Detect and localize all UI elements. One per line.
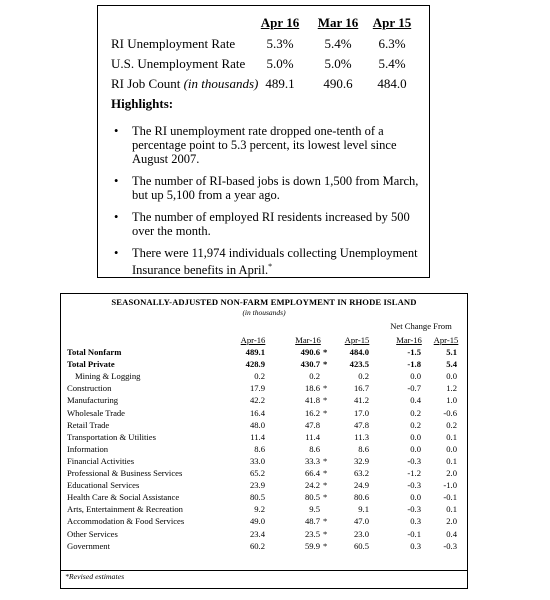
- net-change-apr15: 0.1: [446, 455, 457, 466]
- value-apr16: 49.0: [249, 516, 265, 527]
- table-row: [61, 347, 467, 358]
- value-apr15: 80.6: [353, 492, 369, 503]
- net-change-mar16: -1.5: [407, 347, 421, 357]
- industry-name: Wholesale Trade: [67, 407, 125, 418]
- net-change-apr15: -0.3: [443, 540, 457, 551]
- value-apr15: 47.0: [353, 516, 369, 527]
- col-header-nc-mar16: [389, 335, 429, 345]
- value-mar16: 490.6: [300, 347, 320, 357]
- net-change-apr15: 0.0: [446, 371, 457, 382]
- value-mar16: 0.2: [309, 371, 320, 382]
- net-change-mar16: 0.0: [410, 443, 421, 454]
- summary-value: 5.4%: [324, 36, 352, 51]
- value-apr15: 63.2: [353, 468, 369, 478]
- net-change-apr15: 2.0: [446, 516, 457, 527]
- bullet-icon: •: [114, 210, 119, 224]
- net-change-apr15: 5.4: [446, 359, 457, 370]
- bullet-icon: •: [114, 174, 119, 188]
- net-change-apr15: -1.0: [443, 480, 457, 491]
- industry-name: Information: [67, 443, 109, 454]
- summary-value: 5.3%: [266, 36, 294, 51]
- value-apr16: 11.4: [250, 431, 265, 442]
- net-change-apr15: 0.1: [446, 504, 457, 515]
- value-apr15: 11.3: [354, 431, 369, 442]
- revised-mark: *: [323, 395, 328, 406]
- net-change-apr15: 0.4: [446, 528, 457, 539]
- col-header-apr16: [233, 335, 273, 345]
- summary-value: 5.0%: [266, 56, 294, 71]
- highlight-item: [113, 210, 423, 238]
- net-change-mar16: 0.0: [410, 492, 421, 503]
- value-apr15: 8.6: [358, 443, 369, 454]
- revised-mark: *: [323, 383, 328, 394]
- col-header-label: Mar-16: [396, 335, 422, 345]
- bullet-icon: •: [114, 246, 119, 260]
- summary-col-apr16: Apr 16: [260, 15, 300, 30]
- value-apr16: 65.2: [249, 468, 265, 478]
- value-mar16: 11.4: [305, 431, 320, 442]
- value-mar16: 430.7: [300, 359, 320, 370]
- col-header-label: Apr-16: [240, 335, 266, 345]
- net-change-apr15: -0.1: [443, 492, 457, 503]
- net-change-apr15: 0.0: [446, 443, 457, 454]
- net-change-mar16: -0.1: [407, 528, 421, 539]
- table-row: [61, 468, 467, 479]
- highlights-list: [113, 124, 423, 285]
- net-change-mar16: 0.0: [410, 371, 421, 382]
- industry-name: Mining & Logging: [75, 371, 141, 382]
- industry-name: Total Nonfarm: [67, 347, 122, 357]
- highlight-item: [113, 124, 423, 166]
- summary-value: 6.3%: [378, 36, 406, 51]
- net-change-mar16: 0.2: [410, 407, 421, 418]
- table-row: [61, 395, 467, 406]
- revised-mark: *: [323, 455, 328, 466]
- net-change-apr15: 1.0: [446, 395, 457, 406]
- footnote: *Revised estimates: [65, 572, 125, 581]
- net-change-apr15: 1.2: [446, 383, 457, 394]
- bullet-icon: •: [114, 124, 119, 138]
- summary-value: 490.6: [323, 76, 353, 91]
- industry-name: Health Care & Social Assistance: [67, 492, 180, 503]
- value-apr16: 60.2: [249, 540, 265, 551]
- industry-name: Total Private: [67, 359, 115, 370]
- industry-name: Accommodation & Food Services: [67, 516, 185, 527]
- value-apr16: 16.4: [249, 407, 265, 418]
- value-apr16: 23.4: [249, 528, 265, 539]
- industry-name: Government: [67, 540, 110, 551]
- value-mar16: 48.7: [304, 516, 320, 527]
- table-row: [61, 504, 467, 515]
- table-title: SEASONALLY-ADJUSTED NON-FARM EMPLOYMENT IN RHODE ISLAND: [111, 297, 417, 307]
- value-apr16: 9.2: [254, 504, 265, 515]
- table-row: [61, 383, 467, 394]
- summary-row: [98, 76, 429, 92]
- net-change-mar16: 0.2: [410, 419, 421, 430]
- value-apr16: 428.9: [245, 359, 265, 370]
- value-apr15: 423.5: [349, 359, 369, 370]
- net-change-mar16: -1.8: [407, 359, 421, 370]
- value-apr15: 47.8: [353, 419, 369, 430]
- footnote-mark: *: [268, 262, 273, 271]
- summary-box: [97, 5, 430, 278]
- table-row: [61, 420, 467, 431]
- table-row: [61, 480, 467, 491]
- net-change-mar16: 0.3: [410, 516, 421, 527]
- summary-col-mar16: Mar 16: [317, 15, 359, 30]
- col-header-apr15: [337, 335, 377, 345]
- col-header-label: Apr-15: [433, 335, 459, 345]
- revised-mark: *: [323, 480, 328, 491]
- highlights-heading: Highlights:: [111, 96, 174, 111]
- value-mar16: 24.2: [304, 480, 320, 491]
- highlight-text: There were 11,974 individuals collecting Unemployment Insurance benefits in April.: [132, 246, 418, 278]
- revised-mark: *: [323, 407, 328, 418]
- net-change-mar16: -0.3: [407, 504, 421, 515]
- net-change-apr15: 0.2: [446, 419, 457, 430]
- highlight-text: The number of RI-based jobs is down 1,500 from March, but up 5,100 from a year ago.: [132, 174, 419, 202]
- net-change-apr15: 5.1: [446, 347, 457, 357]
- highlight-text: The RI unemployment rate dropped one-tenth of a percentage point to 5.3 percent, its lowest level since August 2007.: [132, 124, 397, 166]
- net-change-heading: Net Change From: [390, 321, 452, 331]
- highlight-item: [113, 174, 423, 202]
- revised-mark: *: [323, 347, 328, 357]
- value-apr15: 484.0: [349, 347, 369, 357]
- revised-mark: *: [323, 468, 328, 478]
- industry-name: Construction: [67, 383, 112, 394]
- table-row: [61, 359, 467, 370]
- industry-name: Transportation & Utilities: [67, 431, 156, 442]
- industry-name: Professional & Business Services: [67, 468, 183, 478]
- value-apr16: 489.1: [245, 347, 265, 357]
- revised-mark: *: [323, 540, 328, 551]
- net-change-mar16: 0.3: [410, 540, 421, 551]
- summary-column-headers: [98, 15, 429, 31]
- summary-value: 5.0%: [324, 56, 352, 71]
- value-apr15: 24.9: [353, 480, 369, 491]
- value-apr15: 41.2: [353, 395, 369, 406]
- summary-col-apr15: Apr 15: [372, 15, 412, 30]
- industry-name: Other Services: [67, 528, 118, 539]
- value-apr16: 23.9: [249, 480, 265, 491]
- value-apr15: 23.0: [353, 528, 369, 539]
- value-apr16: 33.0: [249, 455, 265, 466]
- col-header-label: Apr-15: [344, 335, 370, 345]
- industry-name: Retail Trade: [67, 419, 110, 430]
- value-mar16: 23.5: [304, 528, 320, 539]
- value-mar16: 33.3: [304, 455, 320, 466]
- value-apr16: 48.0: [249, 419, 265, 430]
- value-apr15: 0.2: [358, 371, 369, 382]
- summary-row: [98, 36, 429, 52]
- job-count-label: RI Job Count: [111, 76, 181, 91]
- value-mar16: 59.9: [304, 540, 320, 551]
- value-mar16: 18.6: [304, 383, 320, 394]
- table-row: [61, 516, 467, 527]
- value-apr16: 0.2: [254, 371, 265, 382]
- value-apr16: 80.5: [249, 492, 265, 503]
- value-mar16: 80.5: [304, 492, 320, 503]
- table-row: [61, 492, 467, 503]
- col-header-mar16: [288, 335, 328, 345]
- value-apr16: 42.2: [249, 395, 265, 406]
- summary-row-label: [111, 76, 258, 92]
- footnote-divider: [61, 570, 467, 571]
- value-apr15: 9.1: [358, 504, 369, 515]
- employment-table-box: [60, 293, 468, 589]
- net-change-mar16: -0.7: [407, 383, 421, 394]
- revised-mark: *: [323, 359, 328, 370]
- table-row: [61, 541, 467, 552]
- value-apr15: 17.0: [353, 407, 369, 418]
- table-row: [61, 529, 467, 540]
- summary-row: [98, 56, 429, 72]
- col-header-nc-apr15: [427, 335, 465, 345]
- highlight-item: [113, 246, 423, 277]
- revised-mark: *: [323, 516, 328, 527]
- value-apr15: 60.5: [353, 540, 369, 551]
- value-mar16: 47.8: [304, 419, 320, 430]
- table-row: [61, 371, 467, 382]
- revised-mark: *: [323, 492, 328, 503]
- net-change-mar16: 0.4: [410, 395, 421, 406]
- industry-name: Financial Activities: [67, 455, 135, 466]
- summary-value: 484.0: [377, 76, 407, 91]
- industry-name: Educational Services: [67, 480, 140, 491]
- summary-row-label: RI Unemployment Rate: [111, 36, 236, 51]
- value-apr15: 16.7: [353, 383, 369, 394]
- table-subtitle: (in thousands): [242, 308, 286, 317]
- table-row: [61, 408, 467, 419]
- value-apr15: 32.9: [353, 455, 369, 466]
- value-mar16: 66.4: [304, 468, 320, 478]
- value-mar16: 16.2: [304, 407, 320, 418]
- net-change-mar16: -0.3: [407, 455, 421, 466]
- industry-name: Arts, Entertainment & Recreation: [67, 504, 183, 515]
- table-row: [61, 432, 467, 443]
- highlight-text: The number of employed RI residents increased by 500 over the month.: [132, 210, 410, 238]
- table-row: [61, 456, 467, 467]
- value-apr16: 17.9: [249, 383, 265, 394]
- summary-value: 489.1: [265, 76, 295, 91]
- summary-row-label: U.S. Unemployment Rate: [111, 56, 246, 71]
- col-header-label: Mar-16: [295, 335, 321, 345]
- value-apr16: 8.6: [254, 443, 265, 454]
- table-row: [61, 444, 467, 455]
- net-change-mar16: 0.0: [410, 431, 421, 442]
- value-mar16: 9.5: [309, 504, 320, 515]
- job-count-unit: (in thousands): [183, 76, 259, 91]
- value-mar16: 41.8: [304, 395, 320, 406]
- summary-value: 5.4%: [378, 56, 406, 71]
- net-change-apr15: 0.1: [446, 431, 457, 442]
- industry-name: Manufacturing: [67, 395, 119, 406]
- revised-mark: *: [323, 528, 328, 539]
- net-change-apr15: 2.0: [446, 468, 457, 478]
- net-change-mar16: -0.3: [407, 480, 421, 491]
- net-change-mar16: -1.2: [407, 468, 421, 478]
- net-change-apr15: -0.6: [443, 407, 457, 418]
- value-mar16: 8.6: [309, 443, 320, 454]
